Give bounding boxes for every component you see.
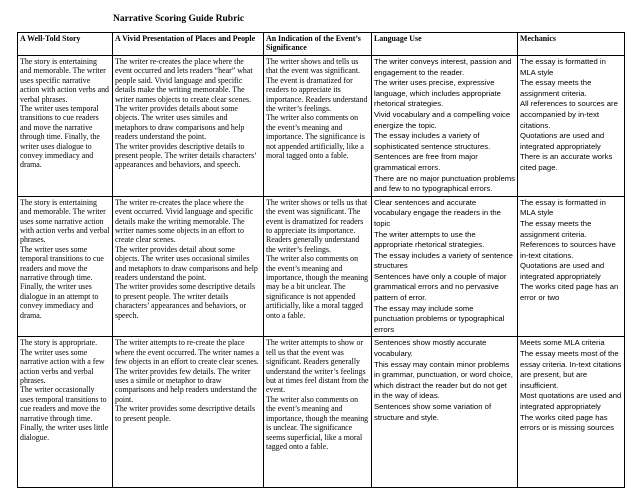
column-header: An Indication of the Event’s Significance	[264, 33, 372, 56]
cell-line: Meets some MLA criteria	[520, 338, 605, 348]
language-cell	[372, 196, 518, 337]
cell-line: There is an accurate works cited page.	[520, 152, 613, 172]
mechanics-cell	[518, 337, 625, 488]
cell-line: The essay includes a variety of sophisticated sentence structures.	[374, 131, 491, 151]
well-told-cell	[18, 196, 113, 337]
cell-line: Sentences show some variation of structure and style.	[374, 402, 492, 422]
column-header: Language Use	[372, 33, 518, 56]
cell-line: The works cited page has an error or two	[520, 282, 619, 303]
page-title: Narrative Scoring Guide Rubric	[113, 14, 245, 24]
cell-line: The essay meets most of the essay criteria. In-text citations are present, but are insufficient.	[520, 349, 622, 390]
column-header: A Vivid Presentation of Places and People	[113, 33, 264, 56]
significance-cell	[264, 337, 372, 488]
table-row	[18, 196, 625, 337]
cell-line: Most quotations are used and integrated appropriately	[520, 391, 622, 411]
cell-line: The writer re-creates the place where the event occurred and lets readers “hear” what people said. Vivid language and specific details make the writing memorable. The writer names objects to create clear scenes. The writer provides details about some objects. The writer uses similes and metaphors to draw comparisons and help readers understand the point.	[115, 57, 253, 142]
cell-line: All references to sources are accompanied by in-text citations.	[520, 99, 618, 130]
cell-line: The writer uses some temporal transitions to cue readers and move the narrative through time. Finally, the writer uses dialogue in an attempt to convey immediacy and drama.	[20, 244, 104, 320]
table-row	[18, 56, 625, 197]
cell-line: The writer attempts to re-create the place where the event occurred. The writer names a few objects in an effort to create clear scenes.	[115, 338, 260, 367]
cell-line: Vivid vocabulary and a compelling voice energize the topic.	[374, 109, 511, 130]
significance-cell	[264, 196, 372, 337]
cell-line: Sentences are free from major grammatical errors.	[374, 152, 478, 172]
cell-line: The writer conveys interest, passion and engagement to the reader.	[374, 57, 512, 77]
cell-line: The story is entertaining and memorable. The writer uses specific narrative action with action verbs and verbal phrases.	[20, 57, 109, 104]
rubric-table	[17, 32, 625, 488]
cell-line: The writer also comments on the event’s meaning and importance. The significance is not appended artificially, like a moral tagged onto a fable.	[266, 113, 365, 161]
well-told-cell	[18, 56, 113, 197]
cell-line: Sentences show mostly accurate vocabulary.	[374, 338, 487, 359]
cell-line: The story is appropriate. The writer uses some narrative action with a few action verbs and verbal phrases.	[20, 338, 105, 386]
cell-line: The writer shows or tells us that the event was significant. The event is dramatized for readers to appreciate its importance. Readers generally understand the writer’s feelings.	[266, 197, 368, 254]
cell-line: The writer provides some descriptive details to present people. The writer details characters’ appearances and behaviors, or speech.	[115, 282, 256, 320]
mechanics-cell	[518, 56, 625, 197]
cell-line: Quotations are used and integrated appropriately	[520, 261, 605, 281]
language-cell	[372, 337, 518, 488]
vivid-cell	[113, 196, 264, 337]
column-header: A Well-Told Story	[18, 33, 113, 56]
cell-line: Clear sentences and accurate vocabulary engage the readers in the topic	[374, 197, 501, 228]
cell-line: The essay is formatted in MLA style	[520, 57, 606, 77]
cell-line: There are no major punctuation problems and few to no typographical errors.	[374, 173, 516, 194]
cell-line: The writer provides detail about some objects. The writer uses occasional similes and metaphors to draw comparisons and help readers understand the point.	[115, 244, 258, 282]
cell-line: The story is entertaining and memorable. The writer uses some narrative action with action verbs and verbal phrases.	[20, 197, 110, 245]
header-row	[18, 33, 625, 56]
cell-line: This essay may contain minor problems in grammar, punctuation, or word choice, which distract the reader but do not get in the way of ideas.	[374, 359, 513, 401]
cell-line: Sentences have only a couple of major grammatical errors and no pervasive pattern of error.	[374, 271, 507, 303]
cell-line: The essay meets the assignment criteria.	[520, 218, 592, 239]
cell-line: The writer provides few details. The writer uses a simile or metaphor to draw comparisons and help readers understand the point.	[115, 366, 257, 404]
well-told-cell	[18, 337, 113, 488]
cell-line: The writer provides descriptive details to present people. The writer details characters’ appearances and behaviors, and speech.	[115, 141, 257, 170]
cell-line: The essay includes a variety of sentence structures	[374, 250, 513, 271]
cell-line: The writer also comments on the event’s meaning and importance, though the meaning may be a bit unclear. The significance is not appended artificially, like a moral tagged onto a fable.	[266, 254, 369, 320]
table-row	[18, 337, 625, 488]
cell-line: The writer uses precise, expressive language, which includes appropriate rhetorical strategies.	[374, 78, 501, 109]
cell-line: The writer re-creates the place where the event occurred. Vivid language and specific details make the writing memorable. The writer names some objects in an effort to create clear scenes.	[115, 197, 254, 245]
column-header: Mechanics	[518, 33, 625, 56]
cell-line: The writer attempts to use the appropriate rhetorical strategies.	[374, 229, 485, 250]
significance-cell	[264, 56, 372, 197]
cell-line: The essay meets the assignment criteria.	[520, 78, 592, 98]
cell-line: The writer attempts to show or tell us that the event was significant. Readers generally understand the writer’s feelings but at times feel distant from the event.	[266, 338, 369, 395]
cell-line: The essay is formatted in MLA style	[520, 197, 606, 218]
cell-line: The writer also comments on the event’s meaning and importance, though the meaning is unclear. The significance seems superficial, like a moral tagged onto a fable.	[266, 394, 369, 451]
vivid-cell	[113, 56, 264, 197]
cell-line: The works cited page has errors or is missing sources	[520, 412, 614, 433]
cell-line: The writer provides some descriptive details to present people.	[115, 404, 256, 423]
language-cell	[372, 56, 518, 197]
cell-line: References to sources have in-text citations.	[520, 240, 616, 260]
cell-line: The writer shows and tells us that the event was significant. The event is dramatized for readers to appreciate its importance. Readers understand the writer’s feelings.	[266, 57, 368, 114]
vivid-cell	[113, 337, 264, 488]
mechanics-cell	[518, 196, 625, 337]
cell-line: The writer occasionally uses temporal transitions to cue readers and move the narrative through time. Finally, the writer uses little dialogue.	[20, 385, 109, 442]
cell-line: The essay may include some punctuation problems or typographical errors	[374, 303, 505, 334]
cell-line: Quotations are used and integrated appropriately	[520, 131, 605, 151]
cell-line: The writer uses temporal transitions to cue readers and move the narrative through time. Finally, the writer uses dialogue to convey immediacy and drama.	[20, 104, 100, 170]
